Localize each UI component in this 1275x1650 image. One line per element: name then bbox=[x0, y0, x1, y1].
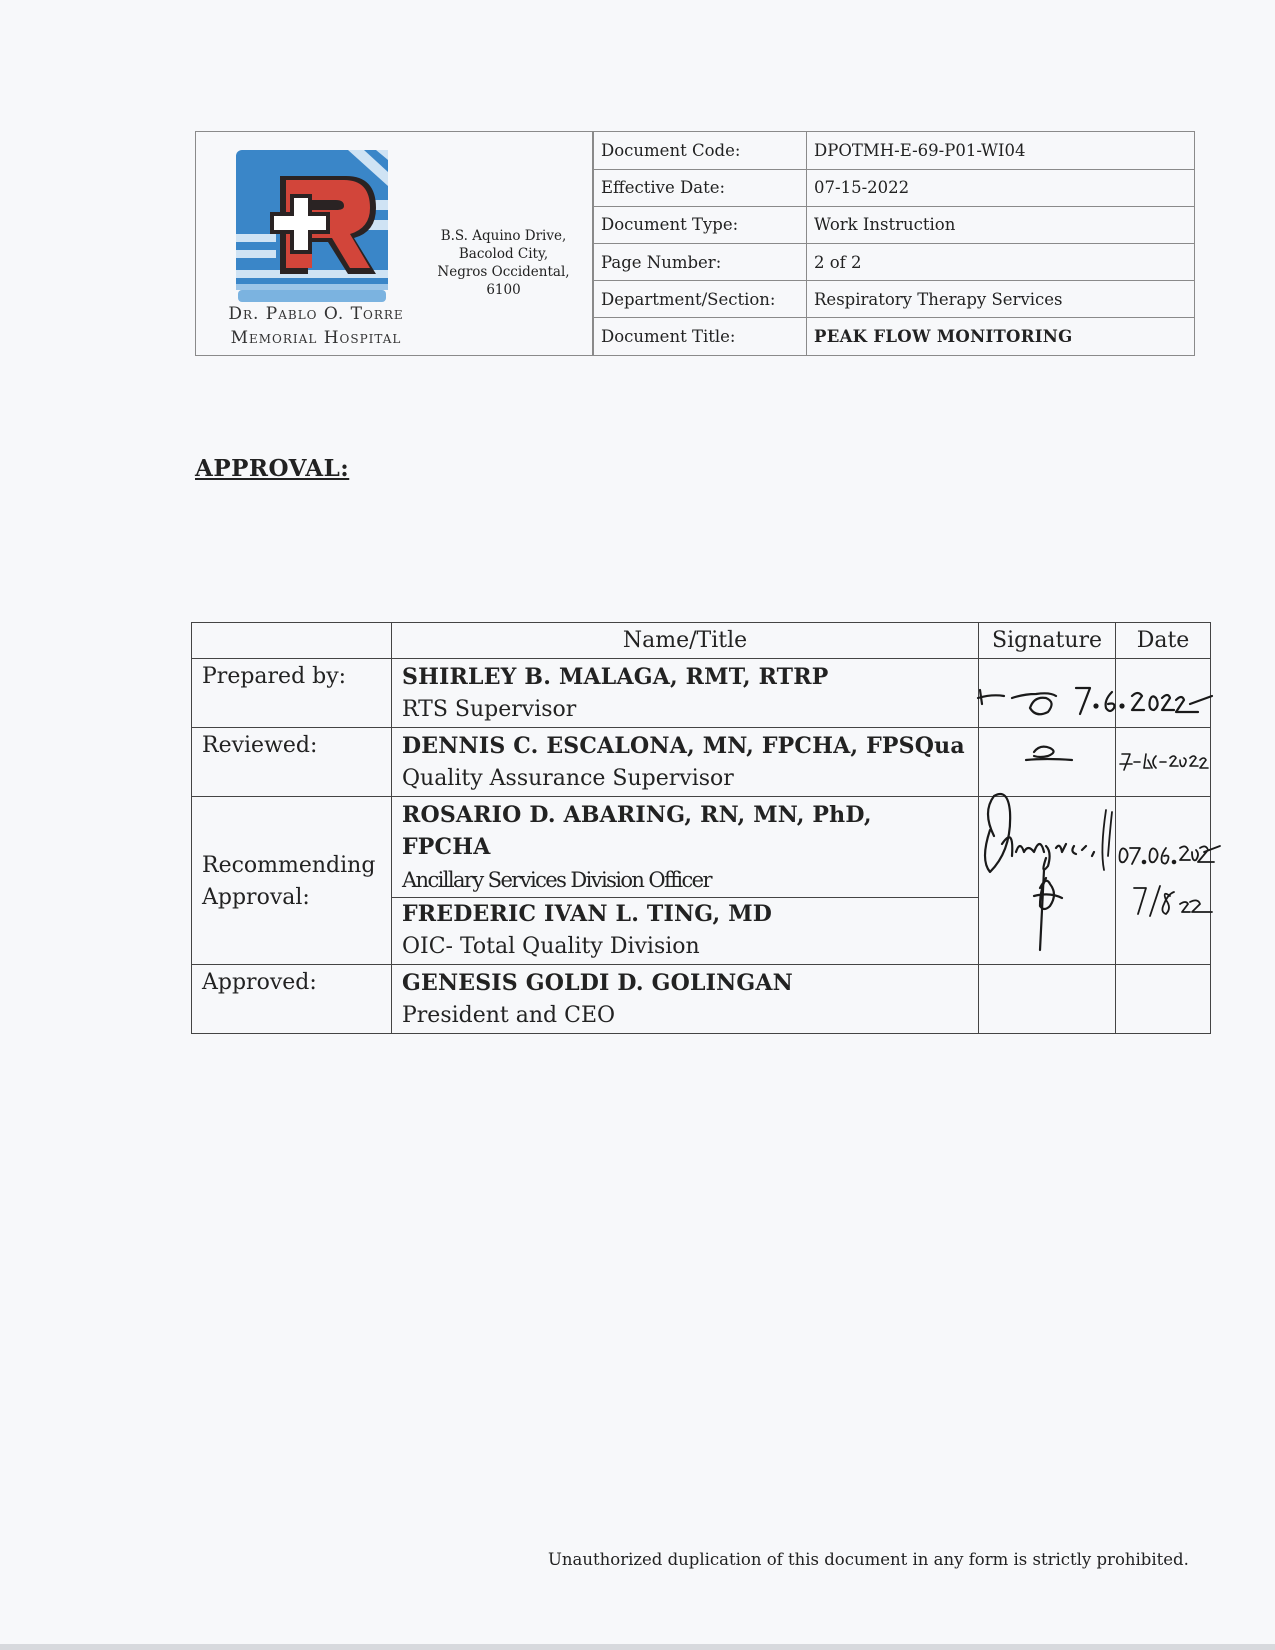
document-header bbox=[195, 131, 1195, 356]
hospital-identity bbox=[196, 132, 593, 355]
meta-row bbox=[594, 132, 1195, 169]
meta-row bbox=[594, 206, 1195, 243]
meta-row bbox=[594, 169, 1195, 206]
person-title: President and CEO bbox=[401, 1003, 616, 1028]
date-cell bbox=[1116, 965, 1211, 1034]
blank-header-cell bbox=[192, 623, 392, 659]
person-cell bbox=[391, 728, 978, 797]
scan-edge bbox=[0, 1644, 1275, 1650]
meta-value: Work Instruction bbox=[807, 206, 1195, 243]
footer-notice: Unauthorized duplication of this document in any form is strictly prohibited. bbox=[548, 1550, 1189, 1569]
role-label: Approved: bbox=[192, 965, 392, 1034]
person-cell bbox=[391, 965, 978, 1034]
meta-row bbox=[594, 243, 1195, 280]
signature-cell bbox=[979, 659, 1116, 728]
document-meta-table bbox=[593, 132, 1194, 355]
person-name: GENESIS GOLDI D. GOLINGAN bbox=[401, 970, 793, 996]
meta-value: 07-15-2022 bbox=[807, 169, 1195, 206]
hospital-logo bbox=[236, 150, 396, 302]
document-title-value: PEAK FLOW MONITORING bbox=[807, 318, 1195, 355]
approval-header-row bbox=[192, 623, 1211, 659]
column-date: Date bbox=[1116, 623, 1211, 659]
signature-cell bbox=[979, 965, 1116, 1034]
person-name: DENNIS C. ESCALONA, MN, FPCHA, FPSQua bbox=[401, 733, 965, 759]
hospital-name-line2: Memorial Hospital bbox=[230, 328, 402, 348]
person-title: Quality Assurance Supervisor bbox=[401, 766, 734, 791]
meta-label: Document Title: bbox=[594, 318, 807, 355]
signature-cell bbox=[979, 797, 1116, 965]
meta-label: Page Number: bbox=[594, 243, 807, 280]
date-cell bbox=[1116, 659, 1211, 728]
meta-value: Respiratory Therapy Services bbox=[807, 281, 1195, 318]
meta-row bbox=[594, 318, 1195, 355]
signature-cell bbox=[979, 728, 1116, 797]
approval-row-recommending bbox=[192, 797, 1211, 965]
approval-row-reviewed bbox=[192, 728, 1211, 797]
meta-value: 2 of 2 bbox=[807, 243, 1195, 280]
person-name: SHIRLEY B. MALAGA, RMT, RTRP bbox=[401, 664, 829, 690]
address-line: B.S. Aquino Drive, bbox=[440, 228, 567, 244]
role-label bbox=[192, 797, 392, 965]
column-signature: Signature bbox=[979, 623, 1116, 659]
meta-label: Department/Section: bbox=[594, 281, 807, 318]
column-name-title: Name/Title bbox=[391, 623, 978, 659]
date-cell bbox=[1116, 797, 1211, 965]
person-title: Ancillary Services Division Officer bbox=[401, 868, 711, 892]
hospital-name-line1: Dr. Pablo O. Torre bbox=[228, 304, 404, 324]
role-label-line1: Recommending bbox=[202, 852, 376, 878]
meta-label: Effective Date: bbox=[594, 169, 807, 206]
address-line: Negros Occidental, bbox=[437, 264, 570, 280]
meta-label: Document Type: bbox=[594, 206, 807, 243]
approval-table bbox=[191, 622, 1211, 1034]
hospital-name bbox=[196, 302, 436, 350]
person-name: ROSARIO D. ABARING, RN, MN, PhD, FPCHA bbox=[401, 802, 872, 860]
meta-value: DPOTMH-E-69-P01-WI04 bbox=[807, 132, 1195, 169]
approval-heading: APPROVAL: bbox=[195, 455, 350, 482]
role-label: Prepared by: bbox=[192, 659, 392, 728]
hospital-address bbox=[421, 227, 586, 299]
person-name: FREDERIC IVAN L. TING, MD bbox=[401, 901, 773, 927]
address-line: Bacolod City, bbox=[458, 246, 549, 262]
date-cell bbox=[1116, 728, 1211, 797]
person-cell bbox=[391, 797, 978, 965]
person-title: RTS Supervisor bbox=[401, 697, 577, 722]
meta-label: Document Code: bbox=[594, 132, 807, 169]
person-cell bbox=[391, 659, 978, 728]
meta-row bbox=[594, 281, 1195, 318]
role-label-line2: Approval: bbox=[202, 884, 310, 910]
address-line: 6100 bbox=[486, 282, 521, 298]
role-label: Reviewed: bbox=[192, 728, 392, 797]
approval-row-prepared bbox=[192, 659, 1211, 728]
approval-row-approved bbox=[192, 965, 1211, 1034]
person-title: OIC- Total Quality Division bbox=[401, 934, 700, 959]
